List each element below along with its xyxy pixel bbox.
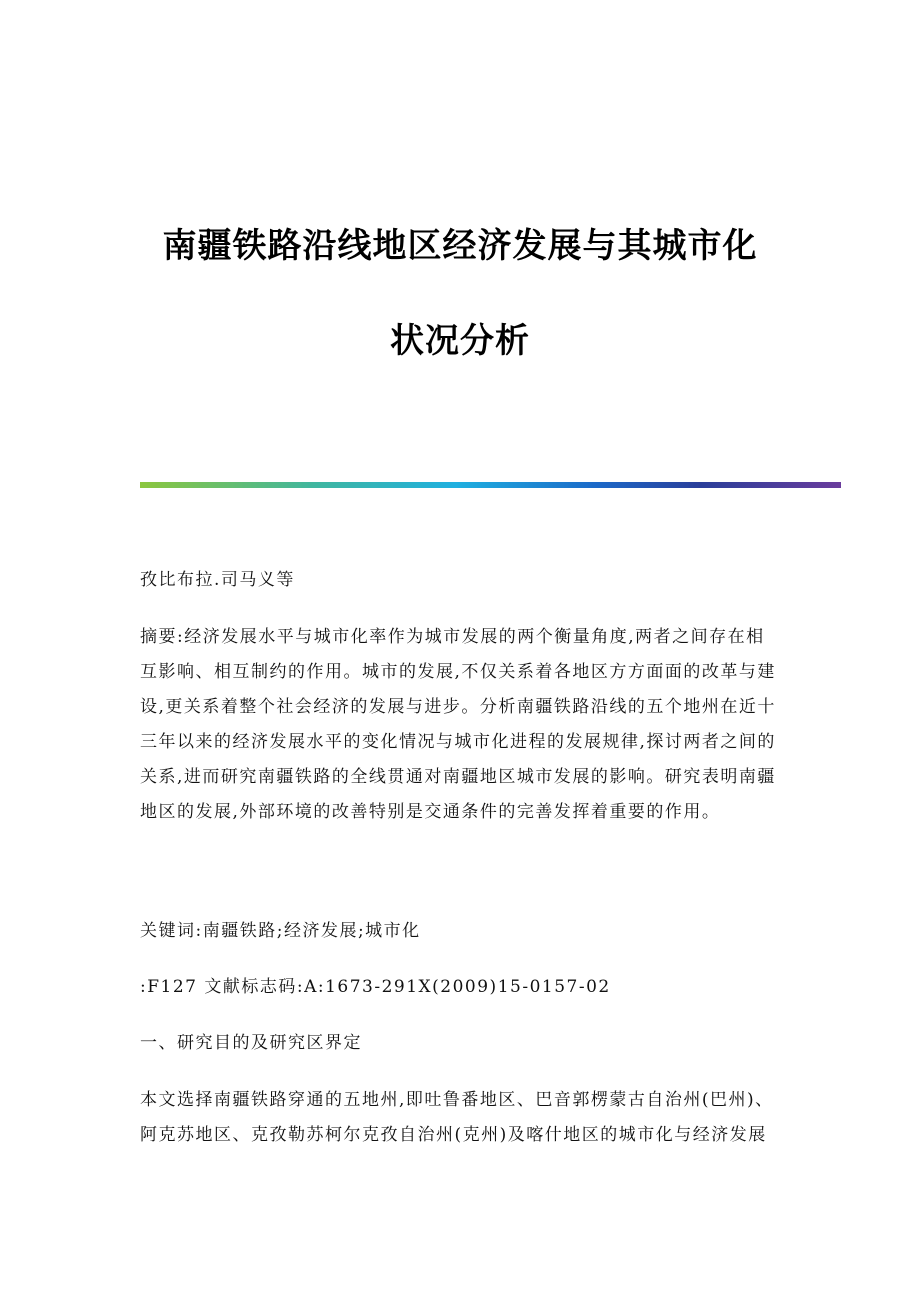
abstract-line: 互影响、相互制约的作用。城市的发展,不仅关系着各地区方方面面的改革与建 [140, 662, 776, 682]
abstract-line: 设,更关系着整个社会经济的发展与进步。分析南疆铁路沿线的五个地州在近十 [140, 697, 776, 717]
abstract-paragraph [140, 620, 800, 830]
document-title-line-2: 状况分析 [390, 321, 530, 361]
abstract-line: 三年以来的经济发展水平的变化情况与城市化进程的发展规律,探讨两者之间的 [140, 732, 776, 752]
abstract-line: 地区的发展,外部环境的改善特别是交通条件的完善发挥着重要的作用。 [140, 802, 721, 822]
author-line: 孜比布拉.司马义等 [140, 570, 295, 590]
document-title-line-1: 南疆铁路沿线地区经济发展与其城市化 [162, 226, 758, 266]
intro-line: 阿克苏地区、克孜勒苏柯尔克孜自治州(克州)及喀什地区的城市化与经济发展 [140, 1125, 767, 1145]
section-heading: 一、研究目的及研究区界定 [140, 1033, 362, 1053]
keywords-line: 关键词:南疆铁路;经济发展;城市化 [140, 921, 421, 941]
intro-line: 本文选择南疆铁路穿通的五地州,即吐鲁番地区、巴音郭楞蒙古自治州(巴州)、 [140, 1090, 774, 1110]
gradient-divider [140, 482, 841, 488]
classification-line: :F127 文献标志码:A:1673-291X(2009)15-0157-02 [140, 977, 611, 997]
abstract-line: 摘要:经济发展水平与城市化率作为城市发展的两个衡量角度,两者之间存在相 [140, 627, 765, 647]
abstract-line: 关系,进而研究南疆铁路的全线贯通对南疆地区城市发展的影响。研究表明南疆 [140, 767, 776, 787]
intro-paragraph [140, 1083, 800, 1153]
